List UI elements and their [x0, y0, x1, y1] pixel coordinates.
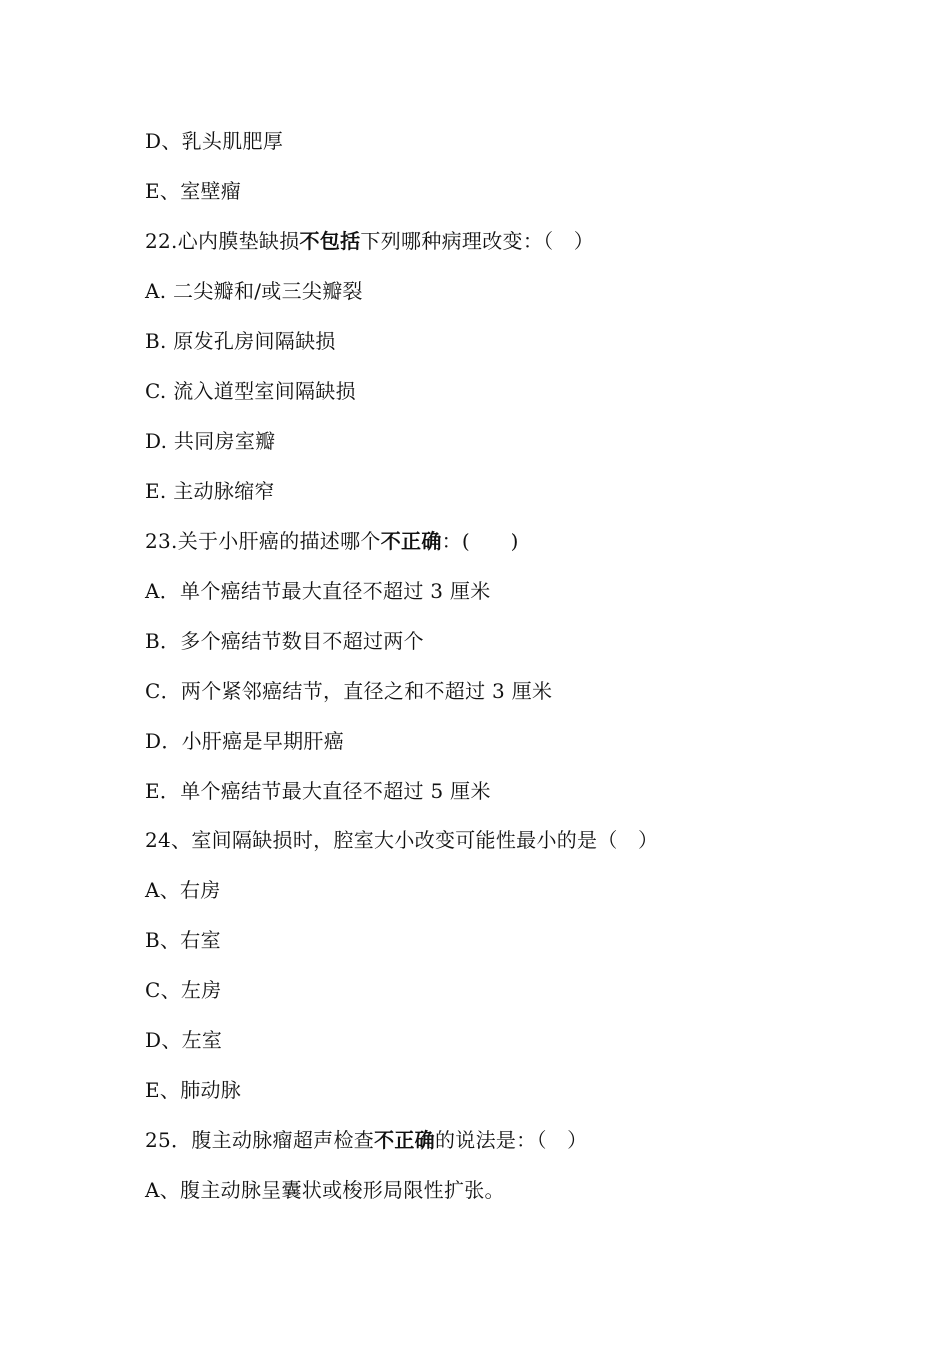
- q22-option-a: A. 二尖瓣和/或三尖瓣裂: [145, 279, 363, 303]
- q24-option-a: A、右房: [145, 878, 221, 902]
- q23-option-d: D．小肝癌是早期肝癌: [145, 729, 345, 753]
- q23-stem-emphasis: 不正确: [380, 529, 442, 553]
- q23-option-b: B．多个癌结节数目不超过两个: [145, 629, 424, 653]
- q23-stem: [145, 527, 519, 555]
- q22-stem-tail: 下列哪种病理改变：（ ）: [360, 229, 595, 253]
- q25-stem-tail: 的说法是：（ ）: [434, 1128, 588, 1152]
- q25-stem: [145, 1126, 587, 1154]
- q21-option-e: E、室壁瘤: [145, 179, 242, 203]
- q22-option-c: C. 流入道型室间隔缺损: [145, 379, 356, 403]
- q24-option-e: E、肺动脉: [145, 1078, 242, 1102]
- q25-stem-emphasis: 不正确: [374, 1128, 435, 1152]
- q23-option-a: A．单个癌结节最大直径不超过 3 厘米: [145, 579, 491, 603]
- q22-option-e: E. 主动脉缩窄: [145, 479, 275, 503]
- q23-stem-text: 23.关于小肝癌的描述哪个: [145, 529, 381, 553]
- q25-stem-text: 25．腹主动脉瘤超声检查: [145, 1128, 375, 1152]
- q24-stem: 24、室间隔缺损时，腔室大小改变可能性最小的是（ ）: [145, 828, 659, 852]
- q24-option-d: D、左室: [145, 1028, 223, 1052]
- q22-stem: [145, 227, 594, 255]
- q23-option-c: C．两个紧邻癌结节，直径之和不超过 3 厘米: [145, 679, 553, 703]
- q24-option-c: C、左房: [145, 978, 222, 1002]
- q22-stem-emphasis: 不包括: [299, 229, 361, 253]
- q23-option-e: E．单个癌结节最大直径不超过 5 厘米: [145, 779, 491, 803]
- q22-option-d: D. 共同房室瓣: [145, 429, 276, 453]
- q21-option-d: D、乳头肌肥厚: [145, 129, 284, 153]
- q22-stem-text: 22.心内膜垫缺损: [145, 229, 300, 253]
- q25-option-a: A、腹主动脉呈囊状或梭形局限性扩张。: [145, 1178, 505, 1202]
- q23-stem-tail: ：( ): [441, 529, 519, 553]
- q22-option-b: B. 原发孔房间隔缺损: [145, 329, 336, 353]
- q24-option-b: B、右室: [145, 928, 221, 952]
